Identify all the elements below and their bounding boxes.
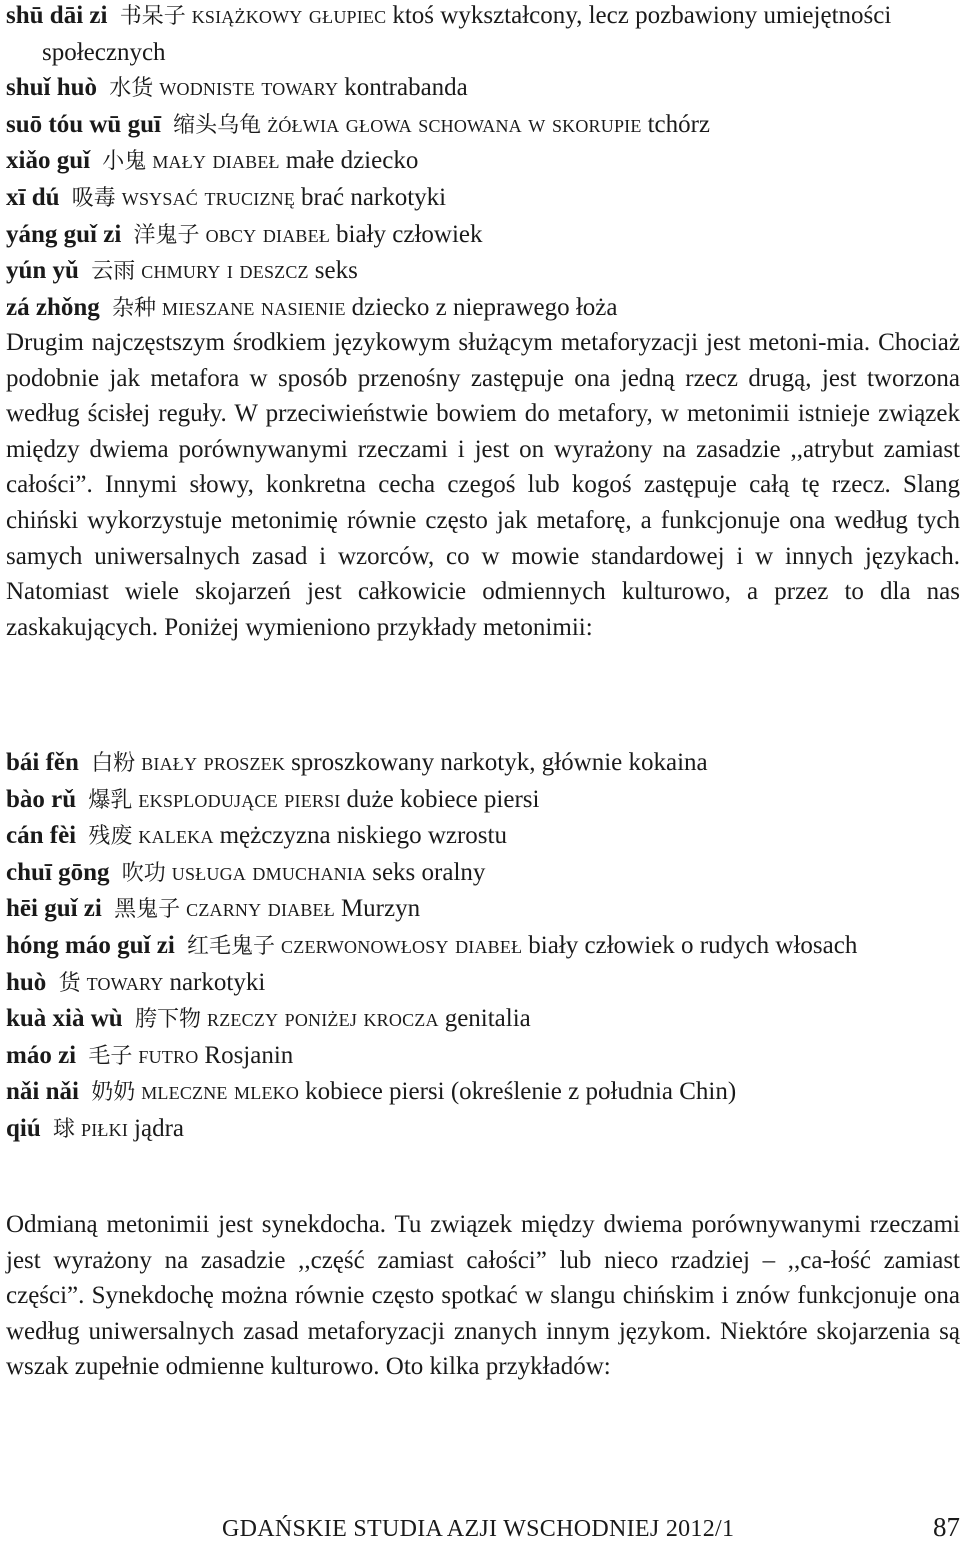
footer-journal-title: GDAŃSKIE STUDIA AZJI WSCHODNIEJ 2012/1 bbox=[222, 1516, 735, 1542]
entry-term: bào rǔ bbox=[6, 785, 77, 813]
entry-meaning: Rosjanin bbox=[204, 1041, 294, 1069]
entry-meaning: kobiece piersi (określenie z południa Chin) bbox=[305, 1078, 737, 1106]
entry-literal-translation: czarny diabeł bbox=[186, 895, 335, 923]
entry-term: xī dú bbox=[6, 183, 60, 211]
entry-literal-translation: kaleka bbox=[138, 822, 214, 850]
entry-meaning: narkotyki bbox=[169, 968, 266, 996]
entry-literal-translation: biały proszek bbox=[141, 749, 286, 776]
entry-hanzi: 残废 bbox=[88, 824, 133, 850]
entry-hanzi: 杂种 bbox=[112, 295, 157, 321]
entry-term: yáng guǐ zi bbox=[6, 220, 122, 248]
glossary-entry bbox=[6, 928, 960, 965]
glossary-entry bbox=[6, 745, 960, 782]
glossary-entry bbox=[6, 0, 960, 70]
entry-term: hóng máo guǐ zi bbox=[6, 931, 175, 959]
entry-hanzi: 毛子 bbox=[88, 1043, 133, 1069]
glossary-entry bbox=[6, 855, 960, 892]
entry-term: huò bbox=[6, 968, 47, 996]
entry-hanzi: 吹功 bbox=[121, 860, 166, 886]
entry-hanzi: 奶奶 bbox=[91, 1080, 136, 1106]
glossary-entry bbox=[6, 1001, 960, 1038]
entry-term: chuī gōng bbox=[6, 858, 110, 886]
entry-meaning: biały człowiek o rudych włosach bbox=[528, 931, 858, 959]
entry-meaning: seks bbox=[314, 257, 358, 285]
entry-hanzi: 云雨 bbox=[91, 259, 136, 285]
glossary-entry bbox=[6, 1074, 960, 1111]
entry-meaning: seks oralny bbox=[372, 858, 486, 886]
entry-literal-translation: piłki bbox=[81, 1114, 129, 1142]
entry-literal-translation: mały diabeł bbox=[152, 147, 280, 175]
entry-literal-translation: wodniste towary bbox=[159, 74, 339, 102]
glossary-entry bbox=[6, 253, 960, 290]
entry-term: shuǐ huò bbox=[6, 74, 98, 102]
entry-hanzi: 白粉 bbox=[91, 751, 136, 776]
entry-meaning: duże kobiece piersi bbox=[346, 785, 540, 813]
entry-literal-translation: mleczne mleko bbox=[141, 1078, 300, 1106]
entry-term: suō tóu wū guī bbox=[6, 110, 161, 138]
entry-term: hēi guǐ zi bbox=[6, 895, 102, 923]
entry-meaning: kontrabanda bbox=[344, 74, 468, 102]
paragraph-synecdoche-intro: Odmianą metonimii jest synekdocha. Tu związek między dwiema porównywanymi rzeczami jest wyrażony na zasadzie ,,część zamiast całości” lub nieco rzadziej – ,,ca-łość zamiast części”. Synekdochę można równie często spotkać w slangu chińskim i znów funkcjonuje ona według uniwersalnych zasad metaforyzacji znanych innym językom. Niektóre skojarzenia są wszak zupełnie odmienne kulturowo. Oto kilka przykładów: bbox=[6, 1211, 960, 1381]
entry-hanzi: 水货 bbox=[109, 76, 154, 102]
entry-literal-translation: obcy diabeł bbox=[205, 220, 331, 248]
entry-meaning: jądra bbox=[134, 1114, 184, 1142]
glossary-entry bbox=[6, 180, 960, 217]
entry-meaning: Murzyn bbox=[340, 895, 421, 923]
entry-literal-translation: czerwonowłosy diabeł bbox=[281, 931, 523, 959]
entry-term: bái fěn bbox=[6, 749, 79, 776]
footer-page-number: 87 bbox=[933, 1512, 960, 1542]
entry-term: kuà xià wù bbox=[6, 1005, 123, 1033]
entry-meaning: mężczyzna niskiego wzrostu bbox=[219, 822, 507, 850]
entry-literal-translation: książkowy głupiec bbox=[191, 2, 387, 29]
glossary-entry bbox=[6, 965, 960, 1002]
entry-literal-translation: usługa dmuchania bbox=[171, 858, 367, 886]
entry-hanzi: 红毛鬼子 bbox=[187, 933, 276, 959]
entry-meaning: genitalia bbox=[444, 1005, 531, 1033]
glossary-entry bbox=[6, 217, 960, 254]
entry-hanzi: 吸毒 bbox=[71, 185, 116, 211]
entry-meaning: ktoś wykształcony, lecz pozbawiony umiejętności społecznych bbox=[42, 2, 892, 66]
glossary-entry bbox=[6, 143, 960, 180]
glossary-entry bbox=[6, 1111, 960, 1148]
entry-literal-translation: futro bbox=[138, 1041, 199, 1069]
paragraph-metonymy-intro: Drugim najczęstszym środkiem językowym służącym metaforyzacji jest metoni-mia. Chociaż podobnie jak metafora w sposób przenośny zastępuje ona jedną rzecz drugą, jest tworzona według ścisłej reguły. W przeciwieństwie bowiem do metafory, w metonimii istnieje związek między dwiema porównywanymi rzeczami i jest on wyrażony na zasadzie ,,atrybut zamiast całości”. Innymi słowy, konkretna cecha czegoś lub kogoś zastępuje całą tę rzecz. Slang chiński wykorzystuje metonimię równie często jak metaforę, a funkcjonuje ona według tych samych uniwersalnych zasad i wzorców, co w mowie standardowej i w innych językach. Natomiast wiele skojarzeń jest całkowicie odmiennych kulturowo, a przez to dla nas zaskakujących. Poniżej wymieniono przykłady metonimii: bbox=[6, 329, 960, 641]
entry-literal-translation: rzeczy poniżej krocza bbox=[206, 1005, 439, 1033]
entry-term: nǎi nǎi bbox=[6, 1078, 79, 1106]
glossary-entry bbox=[6, 1038, 960, 1075]
entry-meaning: brać narkotyki bbox=[301, 183, 447, 211]
entry-hanzi: 货 bbox=[58, 970, 81, 996]
glossary-entry bbox=[6, 70, 960, 107]
glossary-entry bbox=[6, 290, 960, 327]
entry-hanzi: 小鬼 bbox=[102, 149, 147, 175]
entry-meaning: dziecko z nieprawego łoża bbox=[351, 293, 618, 321]
entry-meaning: małe dziecko bbox=[285, 147, 419, 175]
glossary-entry bbox=[6, 818, 960, 855]
entry-meaning: tchórz bbox=[647, 110, 711, 138]
entry-term: cán fèi bbox=[6, 822, 77, 850]
entry-literal-translation: mieszane nasienie bbox=[162, 293, 346, 321]
entry-literal-translation: chmury i deszcz bbox=[141, 257, 309, 285]
entry-literal-translation: towary bbox=[86, 968, 164, 996]
entry-hanzi: 黑鬼子 bbox=[114, 897, 181, 923]
entry-term: xiǎo guǐ bbox=[6, 147, 91, 175]
entry-hanzi: 爆乳 bbox=[88, 787, 133, 813]
glossary-entry bbox=[6, 891, 960, 928]
entry-meaning: sproszkowany narkotyk, głównie kokaina bbox=[291, 749, 708, 776]
entry-hanzi: 缩头乌龟 bbox=[173, 112, 262, 138]
entry-term: yún yǔ bbox=[6, 257, 79, 285]
entry-term: máo zi bbox=[6, 1041, 77, 1069]
entry-term: zá zhǒng bbox=[6, 293, 100, 321]
entry-meaning: biały człowiek bbox=[336, 220, 483, 248]
glossary-entry bbox=[6, 107, 960, 144]
entry-hanzi: 书呆子 bbox=[119, 4, 186, 29]
glossary-list-metonymy bbox=[6, 745, 960, 1148]
glossary-entry bbox=[6, 782, 960, 819]
entry-literal-translation: żółwia głowa schowana w skorupie bbox=[267, 110, 642, 138]
entry-hanzi: 球 bbox=[53, 1116, 76, 1142]
page-footer bbox=[6, 1512, 960, 1548]
entry-literal-translation: wsysać truciznę bbox=[121, 183, 296, 211]
glossary-list-metaphors bbox=[6, 0, 960, 326]
entry-term: shū dāi zi bbox=[6, 2, 108, 29]
entry-hanzi: 胯下物 bbox=[134, 1007, 201, 1033]
entry-literal-translation: eksplodujące piersi bbox=[138, 785, 341, 813]
entry-hanzi: 洋鬼子 bbox=[133, 222, 200, 248]
entry-term: qiú bbox=[6, 1114, 41, 1142]
